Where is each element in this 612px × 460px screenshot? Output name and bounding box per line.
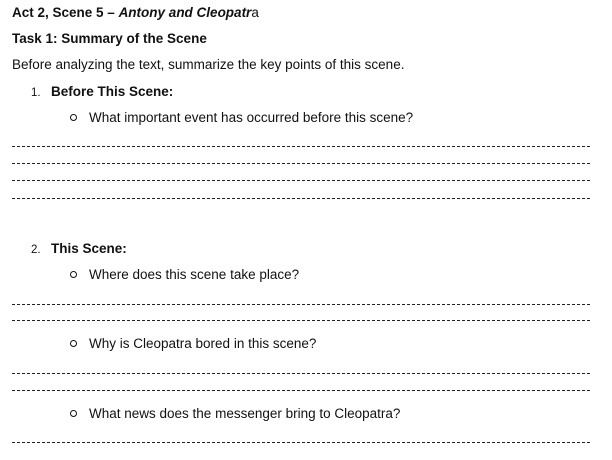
answer-line[interactable] [12,390,590,391]
task-heading: Task 1: Summary of the Scene [12,31,207,46]
answer-line[interactable] [12,320,590,321]
hollow-bullet-icon [70,271,77,278]
question-item [70,406,400,421]
title-tail: a [251,5,259,20]
answer-line[interactable] [12,146,590,147]
question-text: What news does the messenger bring to Cleopatra? [89,406,401,421]
question-text: Where does this scene take place? [89,267,300,282]
section-this-scene [31,240,127,258]
answer-line[interactable] [12,442,590,443]
question-item [70,336,316,351]
worksheet-title [12,5,259,20]
task-instructions: Before analyzing the text, summarize the key points of this scene. [12,57,405,72]
section-label: Before This Scene: [51,84,174,99]
answer-line[interactable] [12,180,590,181]
section-number: 2. [31,244,41,256]
answer-line[interactable] [12,304,590,305]
question-item [70,267,299,282]
answer-line[interactable] [12,198,590,199]
answer-line[interactable] [12,373,590,374]
answer-line[interactable] [12,163,590,164]
section-number: 1. [31,87,41,99]
question-item [70,110,413,125]
hollow-bullet-icon [70,114,77,121]
section-label: This Scene: [51,241,127,256]
hollow-bullet-icon [70,410,77,417]
title-play-name: Antony and Cleopatr [118,5,252,20]
hollow-bullet-icon [70,340,77,347]
question-text: What important event has occurred before this scene? [89,110,414,125]
title-prefix: Act 2, Scene 5 – [12,5,119,20]
question-text: Why is Cleopatra bored in this scene? [89,336,317,351]
section-before-this-scene [31,83,173,101]
